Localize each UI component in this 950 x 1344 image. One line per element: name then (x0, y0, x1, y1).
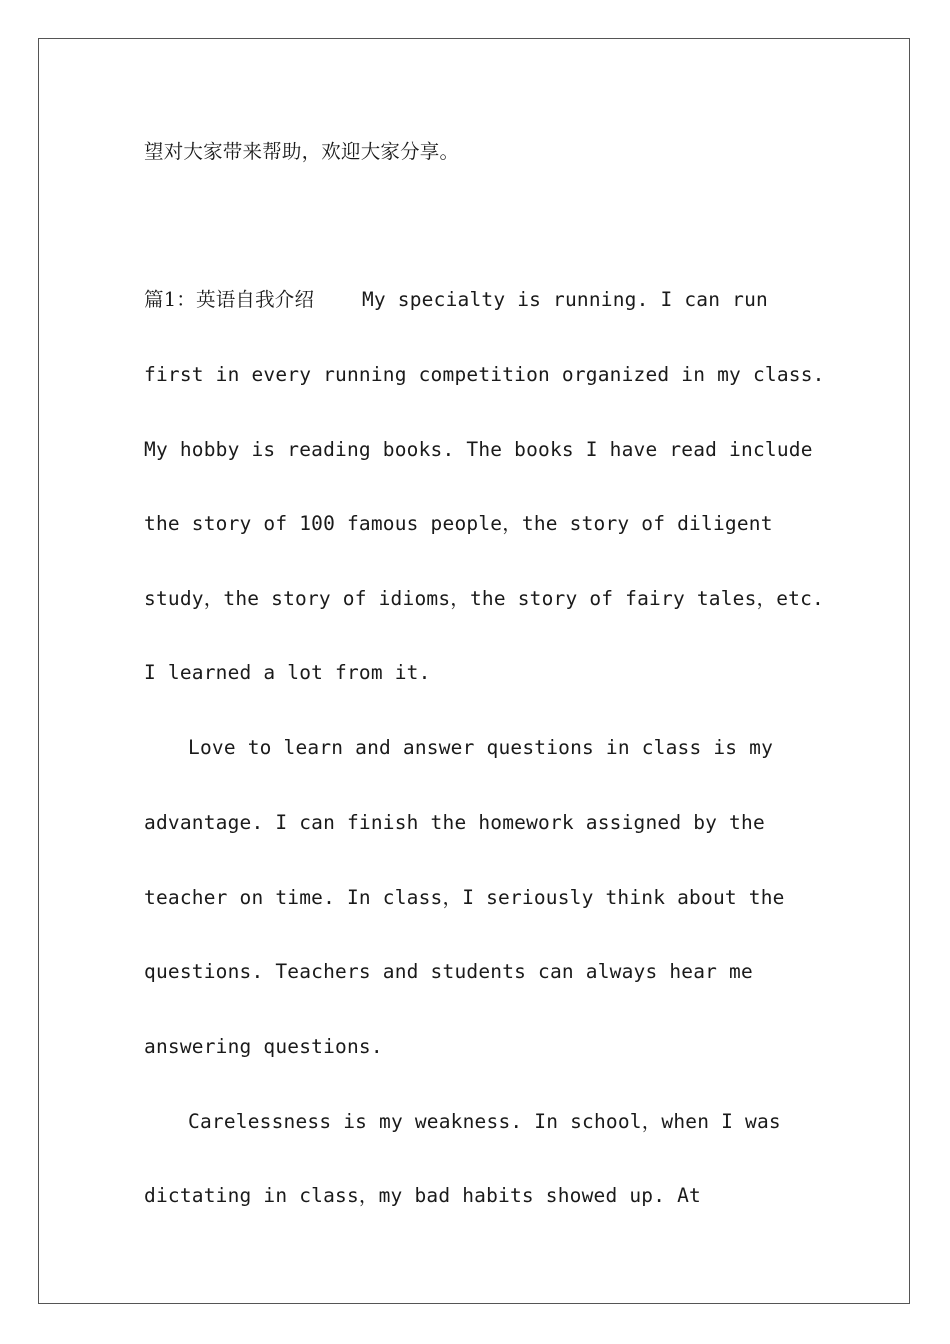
text-line: study，the story of idioms，the story of fairy tales，etc. (144, 587, 824, 610)
text-line: answering questions. (144, 1035, 383, 1058)
text-line-paragraph-start: Love to learn and answer questions in class is my (188, 736, 774, 759)
text-line: My specialty is running. I can run (361, 288, 768, 311)
text-line: advantage. I can finish the homework assigned by the (144, 811, 765, 834)
text-line: My hobby is reading books. The books I have read include (144, 438, 813, 461)
text-line-heading (144, 285, 768, 315)
text-line: I learned a lot from it. (144, 661, 431, 684)
text-line: teacher on time. In class，I seriously think about the (144, 886, 785, 909)
text-line: questions. Teachers and students can always hear me (144, 960, 753, 983)
text-line: dictating in class，my bad habits showed up. At (144, 1184, 701, 1207)
text-line-paragraph-start: Carelessness is my weakness. In school，when I was (188, 1110, 781, 1133)
text-line: first in every running competition organized in my class. (144, 363, 825, 386)
text-line: the story of 100 famous people，the story of diligent (144, 512, 773, 535)
section-heading: 篇1：英语自我介绍 (144, 288, 315, 311)
text-line-intro: 望对大家带来帮助，欢迎大家分享。 (144, 140, 460, 163)
